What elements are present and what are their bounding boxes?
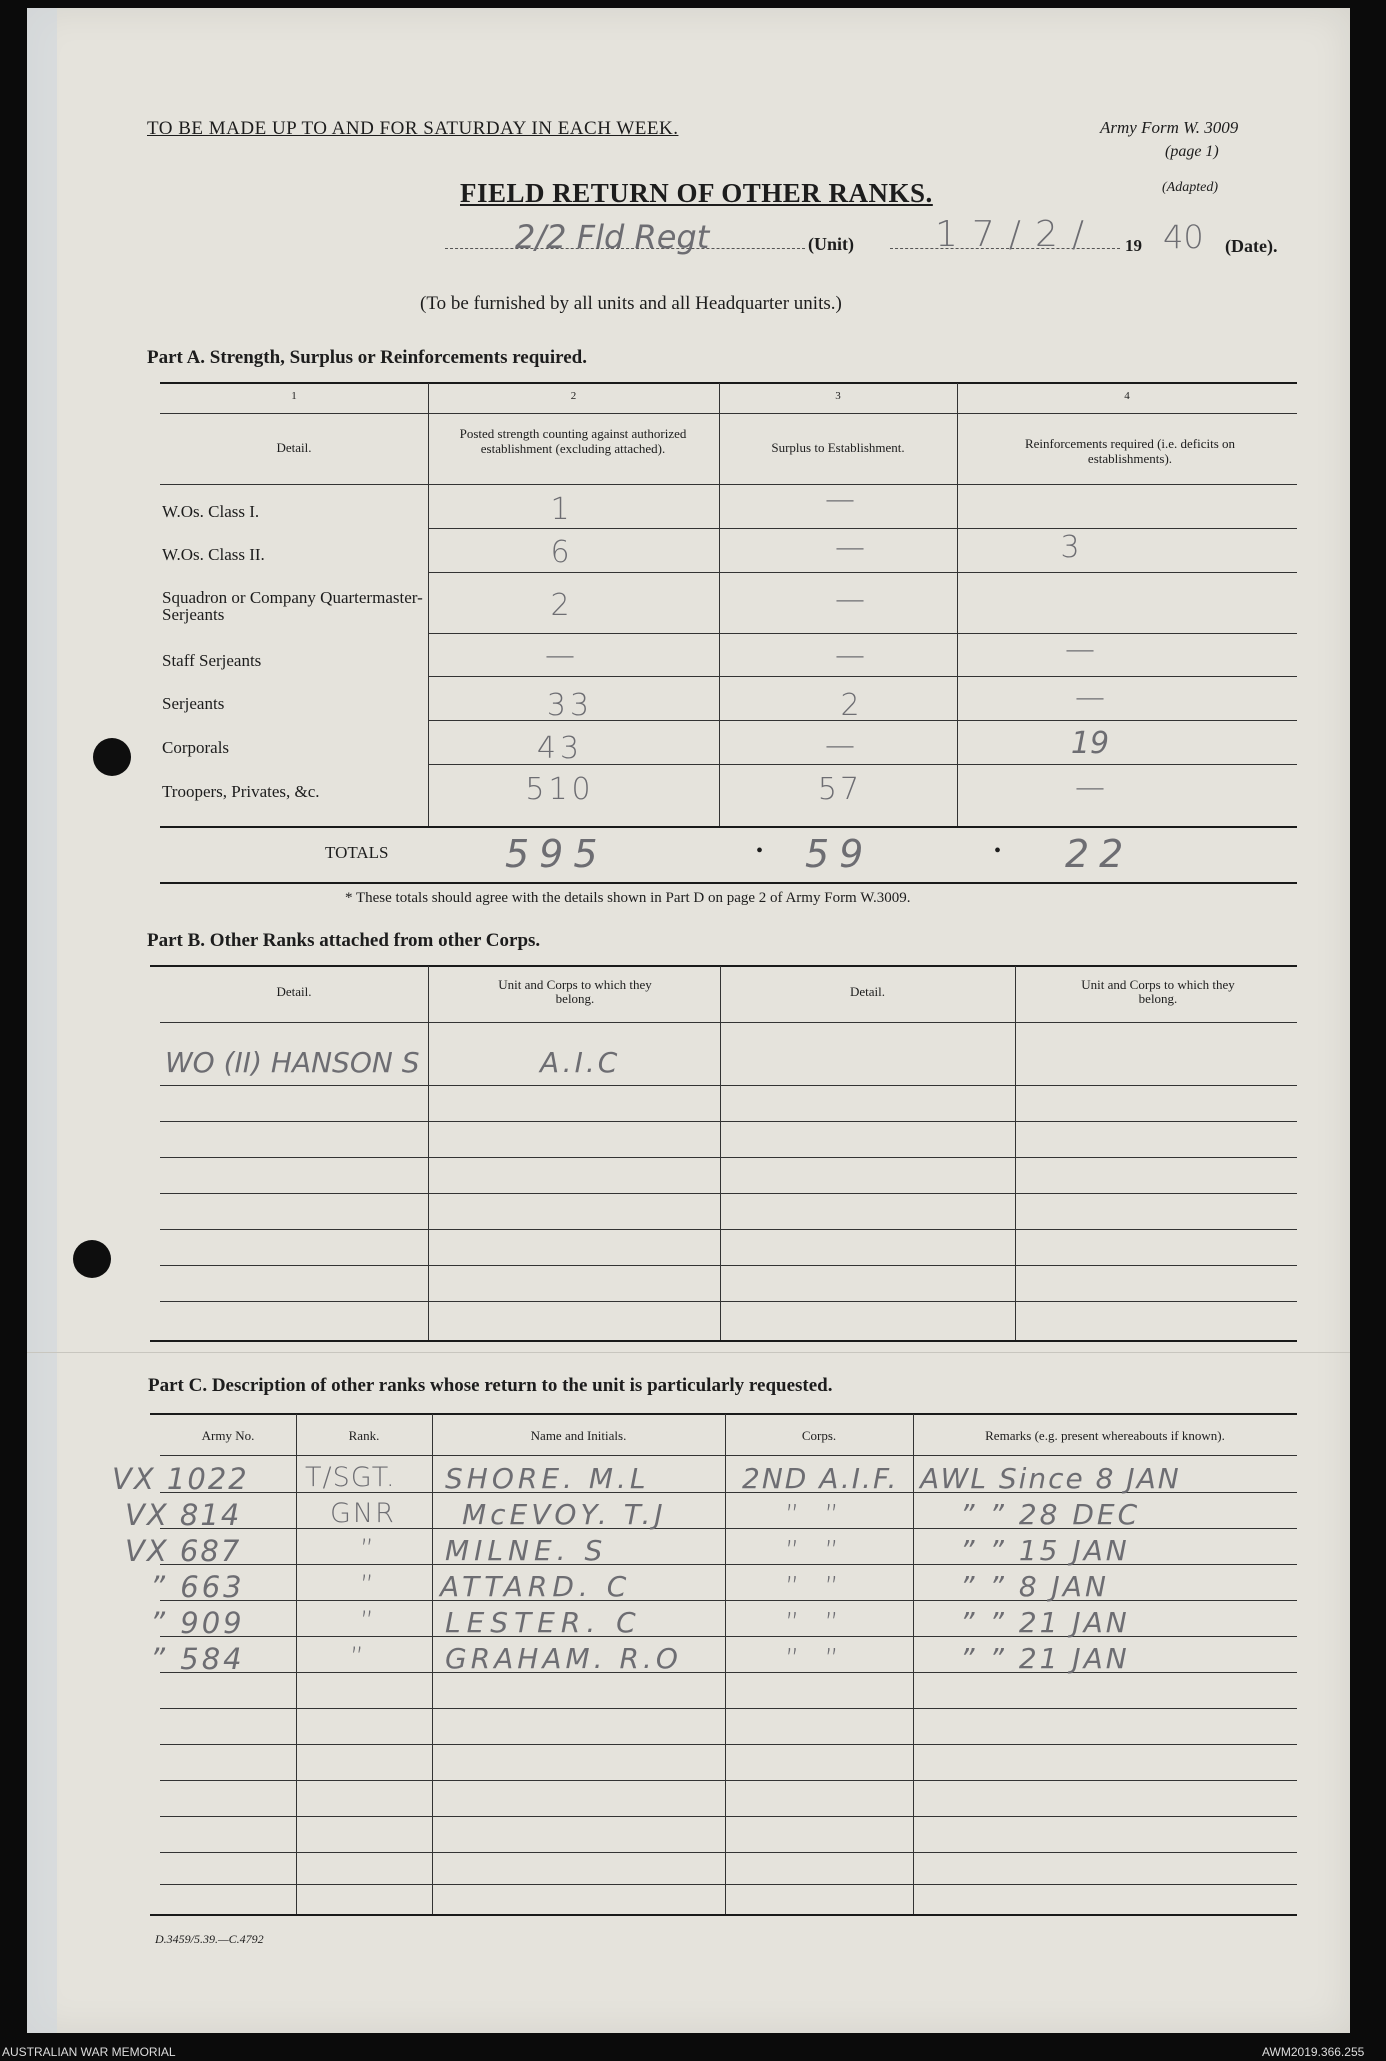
army-no: VX 687 [125,1534,242,1568]
name-initials: SHORE. M.L [445,1462,650,1495]
corps: 2ND A.I.F. [742,1462,899,1495]
furnish-note: (To be furnished by all units and all Headquarter units.) [420,293,842,314]
surplus-value: — [825,728,855,763]
army-no: ” 909 [150,1606,245,1640]
part-a-header-reinf: Reinforcements required (i.e. deficits on establishments). [1024,436,1236,466]
posted-value: 2 [550,588,570,623]
part-b-rule [160,1229,1297,1230]
row-detail: Troopers, Privates, &c. [162,782,320,801]
attached-unit: A.I.C [540,1046,621,1079]
rank: ” [360,1570,374,1601]
date-century: 19 [1125,236,1142,255]
part-c-top-rule [150,1413,1297,1415]
reinf-value: — [1065,632,1095,667]
part-a-number-rule [160,413,1297,414]
part-b-top-rule [150,965,1297,967]
part-c-rule [160,1600,1297,1601]
part-b-header-detail: Detail. [276,984,312,999]
rank: GNR [330,1498,396,1529]
surplus-value: — [835,638,865,673]
print-code: D.3459/5.39.—C.4792 [155,1932,264,1946]
part-b-rule [160,1193,1297,1194]
part-c-header-rank: Rank. [348,1428,380,1443]
row-detail: Staff Serjeants [162,651,262,670]
fold-line [27,1352,1350,1353]
reinf-value: — [1075,770,1105,805]
form-reference: Army Form W. 3009 [1100,118,1239,137]
reinf-value: 19 [1070,726,1110,761]
part-b-bottom-rule [150,1340,1297,1342]
form-adapted: (Adapted) [1162,180,1218,195]
remarks: ” ” 8 JAN [960,1570,1109,1603]
part-a-row-rule [428,528,1297,529]
part-a-divider-3 [957,383,958,828]
part-a-colnum-4: 4 [1124,390,1130,402]
part-c-rule [160,1708,1297,1709]
part-c-rule [160,1852,1297,1853]
army-no: ” 584 [150,1642,245,1676]
totals-label: TOTALS [325,843,389,862]
corps: ” ” [785,1534,847,1567]
reinf-value: — [1075,680,1105,715]
rank: T/SGT. [305,1462,396,1493]
rank: ” [350,1642,364,1673]
part-a-row-rule [428,633,1297,634]
totals-reinf-asterisk: • [994,840,1002,862]
part-c-header-corps: Corps. [801,1428,837,1443]
part-b-header-detail-2: Detail. [849,984,885,999]
posted-value: 6 [550,535,570,570]
totals-surplus: 59 [805,832,874,876]
part-a-row-rule [428,572,1297,573]
part-b-rule [160,1157,1297,1158]
posted-value: 1 [550,492,570,527]
part-c-divider-1 [296,1414,297,1914]
army-no: VX 814 [125,1498,242,1532]
part-a-row-rule [428,676,1297,677]
part-c-header-remarks: Remarks (e.g. present whereabouts if known). [985,1428,1225,1443]
punch-hole-bottom [73,1240,111,1278]
date-label: (Date). [1225,236,1278,256]
army-no: VX 1022 [112,1462,249,1496]
part-c-divider-4 [913,1414,914,1914]
part-c-divider-2 [432,1414,433,1914]
punch-hole-top [93,738,131,776]
row-detail: Serjeants [162,694,225,713]
surplus-value: — [825,482,855,517]
part-c-divider-3 [725,1414,726,1914]
part-c-rule [160,1744,1297,1745]
row-detail: W.Os. Class II. [162,545,265,564]
remarks: ” ” 21 JAN [960,1606,1130,1639]
part-c-rule [160,1884,1297,1885]
part-a-divider-1 [428,383,429,828]
part-a-header-detail: Detail. [276,440,312,455]
part-a-top-rule [160,382,1297,384]
corps: ” ” [785,1642,847,1675]
part-c-bottom-rule [150,1914,1297,1916]
part-b-header-unit: Unit and Corps to which they belong. [498,977,652,1006]
reinf-value: 3 [1060,530,1080,565]
row-detail: Squadron or Company Quartermaster-Serjeants [162,588,423,624]
remarks: ” ” 15 JAN [960,1534,1130,1567]
part-a-colnum-2: 2 [570,390,577,402]
row-detail: Corporals [162,738,230,757]
part-a-colnum-1: 1 [291,390,297,402]
part-b-header-unit-2: Unit and Corps to which they belong. [1081,977,1235,1006]
totals-reinf: 22 [1065,832,1134,876]
posted-value: — [545,638,575,673]
part-a-colnum-3: 3 [835,390,841,402]
corps: ” ” [785,1606,847,1639]
name-initials: LESTER. C [445,1606,642,1639]
posted-value: 510 [525,772,595,807]
part-a-bottom-rule [160,882,1297,884]
form-title: FIELD RETURN OF OTHER RANKS. [460,178,933,208]
remarks: ” ” 28 DEC [960,1498,1141,1531]
name-initials: ATTARD. C [440,1570,632,1603]
surplus-value: 2 [840,688,860,723]
part-a-header-rule [160,484,1297,485]
part-b-rule [160,1301,1297,1302]
surplus-value: 57 [817,772,863,807]
totals-footnote: * These totals should agree with the details shown in Part D on page 2 of Army Form W.3009. [345,890,911,906]
part-c-rule [160,1780,1297,1781]
totals-surplus-asterisk: • [756,840,764,862]
part-c-header-army-no: Army No. [201,1428,255,1443]
unit-value: 2/2 Fld Regt [515,218,710,256]
totals-posted: 595 [505,832,608,876]
part-b-heading: Part B. Other Ranks attached from other Corps. [147,930,541,951]
paper-edge-strip [27,8,57,2033]
part-a-heading: Part A. Strength, Surplus or Reinforcements required. [147,347,587,368]
part-b-rule [160,1265,1297,1266]
name-initials: McEVOY. T.J [462,1498,667,1531]
rank: ” [360,1534,374,1565]
part-a-totals-rule [160,826,1297,828]
corps: ” ” [785,1570,847,1603]
unit-label: (Unit) [808,234,854,254]
form-page: (page 1) [1165,143,1219,160]
corps: ” ” [785,1498,847,1531]
rank: ” [360,1606,374,1637]
part-c-header-name: Name and Initials. [530,1428,627,1443]
part-b-rule [160,1121,1297,1122]
date-day-month: 17/2/ [935,214,1098,255]
posted-value: 33 [546,688,594,723]
name-initials: MILNE. S [445,1534,608,1567]
part-b-rule [160,1085,1297,1086]
army-no: ” 663 [150,1570,245,1604]
posted-value: 43 [536,731,584,766]
part-c-header-rule [160,1455,1297,1456]
weekly-instruction: TO BE MADE UP TO AND FOR SATURDAY IN EACH WEEK. [147,118,679,139]
date-year: 40 [1163,218,1204,256]
row-detail: W.Os. Class I. [162,502,260,521]
part-a-header-surplus: Surplus to Establishment. [771,440,905,455]
remarks: ” ” 21 JAN [960,1642,1130,1675]
footer-accession: AWM2019.366.255 [1262,2045,1365,2059]
surplus-value: — [835,530,865,565]
footer-institution: AUSTRALIAN WAR MEMORIAL [2,2045,176,2059]
part-b-rule [160,1022,1297,1023]
part-c-rule [160,1816,1297,1817]
part-c-heading: Part C. Description of other ranks whose return to the unit is particularly requested. [148,1375,833,1396]
name-initials: GRAHAM. R.O [445,1642,682,1675]
part-a-header-posted: Posted strength counting against authorized establishment (excluding attached). [459,426,687,456]
surplus-value: — [835,582,865,617]
attached-detail: WO (II) HANSON S [165,1046,420,1079]
remarks: AWL Since 8 JAN [920,1462,1181,1495]
